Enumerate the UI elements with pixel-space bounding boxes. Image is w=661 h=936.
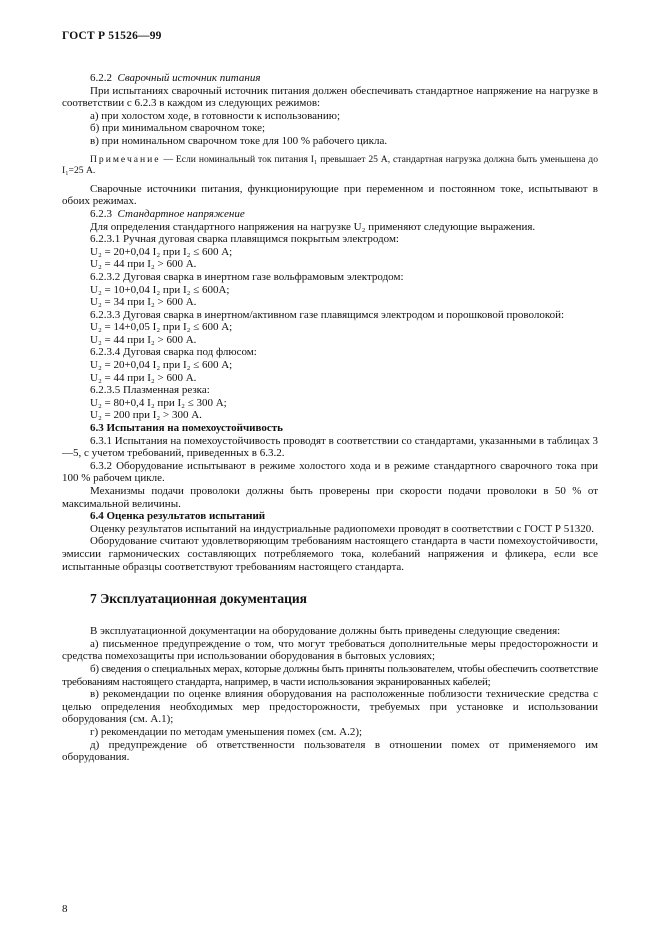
section-6-2-2-intro: При испытаниях сварочный источник питания должен обеспечивать стандартное напряжение на нагрузке в соответствии с 6.2.3 в каждом из следующих режимов: [62, 84, 598, 110]
subsection-title: 6.2.3.3 Дуговая сварка в инертном/активном газе плавящимся электродом и порошковой проволокой: [90, 308, 565, 321]
formula: U₂ = 10+0,04 I₂ при I₂ ≤ 600А; [90, 283, 230, 296]
section-6-2-3-intro: Для определения стандартного напряжения на нагрузке U₂ применяют следующие выражения. [90, 220, 536, 233]
section-6-3-1: 6.3.1 Испытания на помехоустойчивость проводят в соответствии со стандартами, указанными в таблицах 3—5, с учетом требований, приведенных в 6.3.2. [62, 434, 598, 460]
list-item: в) рекомендации по оценке влияния оборудования на расположенные поблизости технические средства с целью определения необходимых мер предосторожности, требуемых при установке и использовании оборудования (см. А.1); [62, 688, 598, 726]
subsection-title: 6.2.3.4 Дуговая сварка под флюсом: [90, 346, 257, 359]
list-item: а) при холостом ходе, в готовности к использованию; [90, 109, 341, 122]
formula: U₂ = 20+0,04 I₂ при I₂ ≤ 600 А; [90, 245, 233, 258]
list-item: б) при минимальном сварочном токе; [90, 122, 266, 135]
section-6-3-heading: 6.3 Испытания на помехоустойчивость [90, 422, 283, 435]
section-6-4-heading: 6.4 Оценка результатов испытаний [90, 510, 266, 523]
page-header: ГОСТ Р 51526—99 [62, 30, 162, 42]
section-6-2-2-after: Сварочные источники питания, функционирующие при переменном и постоянном токе, испытывают в обоих режимах. [62, 182, 598, 208]
section-7-heading: 7 Эксплуатационная документация [90, 591, 307, 607]
section-6-4-para: Оценку результатов испытаний на индустриальные радиопомехи проводят в соответствии с ГОСТ Р 51320. [90, 522, 595, 535]
formula: U₂ = 80+0,4 I₂ при I₂ ≤ 300 А; [90, 396, 227, 409]
section-7-intro: В эксплуатационной документации на оборудование должны быть приведены следующие сведения: [90, 625, 561, 638]
section-6-3-2: 6.3.2 Оборудование испытывают в режиме холостого хода и в режиме стандартного сварочного тока при 100 % рабочем цикле. [62, 459, 598, 485]
subsection-title: 6.2.3.2 Дуговая сварка в инертном газе вольфрамовым электродом: [90, 270, 404, 283]
list-item: а) письменное предупреждение о том, что могут требоваться дополнительные меры предосторожности и средства помехозащиты при использовании оборудования в бытовых условиях; [62, 637, 598, 663]
page-number: 8 [62, 903, 68, 915]
list-item: д) предупреждение об ответственности пользователя в отношении помех от применяемого им оборудования. [62, 738, 598, 764]
section-6-4-para: Оборудование считают удовлетворяющим требованиям настоящего стандарта в части помехоустойчивости, эмиссии гармонических составляющих потребляемого тока, колебаний напряжения и фликера, если все испытанные образцы соответствуют требованиям настоящего стандарта. [62, 535, 598, 573]
subsection-title: 6.2.3.5 Плазменная резка: [90, 384, 210, 397]
list-item: в) при номинальном сварочном токе для 100 % рабочего цикла. [90, 134, 388, 147]
formula: U₂ = 44 при I₂ > 600 А. [90, 371, 197, 384]
subsection-title: 6.2.3.1 Ручная дуговая сварка плавящимся покрытым электродом: [90, 233, 399, 246]
section-6-2-2-heading: 6.2.2 Сварочный источник питания [90, 72, 261, 84]
list-item: г) рекомендации по методам уменьшения помех (см. А.2); [90, 725, 363, 738]
section-6-3-para: Механизмы подачи проволоки должны быть проверены при скорости подачи проволоки в 50 % от максимальной величины. [62, 485, 598, 510]
note: Примечание — Если номинальный ток питания I₁ превышает 25 А, стандартная нагрузка должна быть уменьшена до I₁=25 А. [62, 153, 598, 177]
formula: U₂ = 34 при I₂ > 600 А. [90, 296, 197, 309]
formula: U₂ = 14+0,05 I₂ при I₂ ≤ 600 А; [90, 321, 233, 334]
list-item: б) сведения о специальных мерах, которые должны быть приняты пользователем, чтобы обеспечить соответствие требованиям настоящего стандарта, например, в части использования экранированных кабелей; [62, 662, 598, 688]
formula: U₂ = 200 при I₂ > 300 А. [90, 409, 202, 422]
section-6-2-3-heading: 6.2.3 Стандартное напряжение [90, 207, 245, 220]
formula: U₂ = 44 при I₂ > 600 А. [90, 258, 197, 271]
formula: U₂ = 44 при I₂ > 600 А. [90, 333, 197, 346]
formula: U₂ = 20+0,04 I₂ при I₂ ≤ 600 А; [90, 359, 233, 372]
page-body [62, 72, 598, 764]
